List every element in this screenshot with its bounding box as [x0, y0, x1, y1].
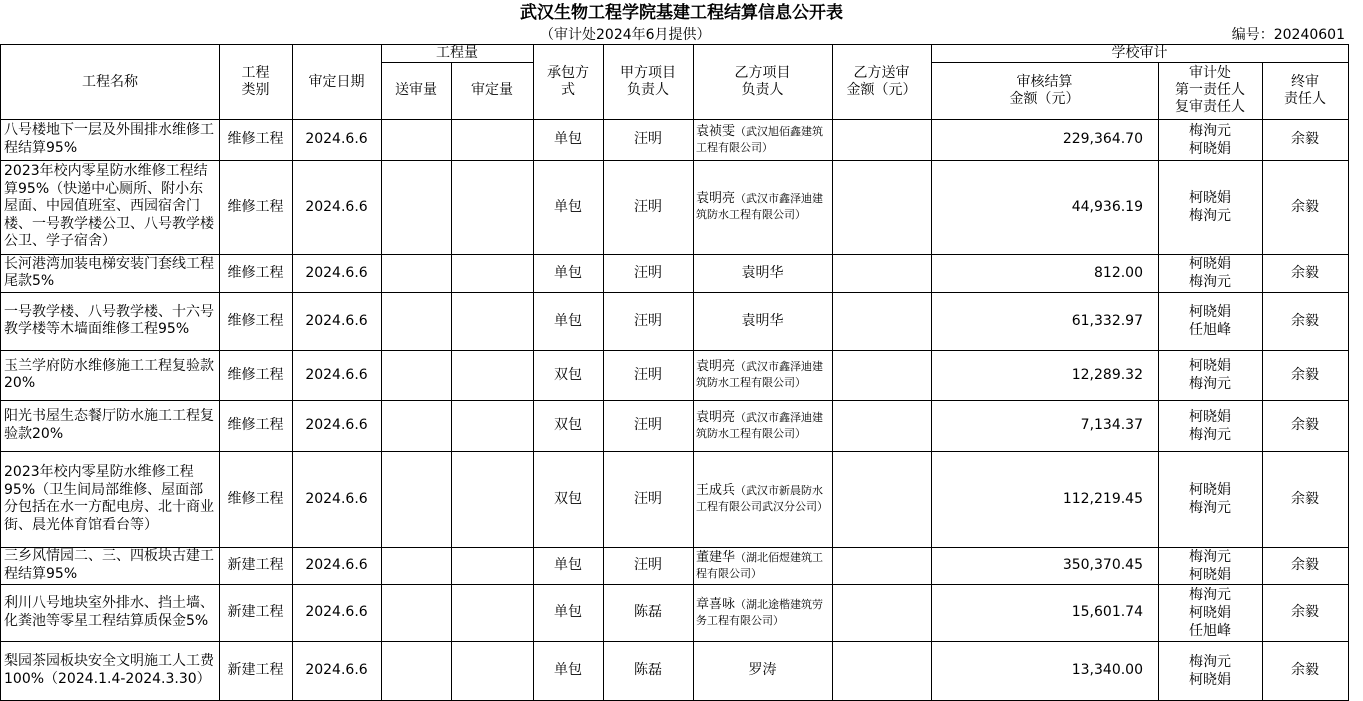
audit-amount: 44,936.19: [1071, 198, 1143, 215]
final-reviewer: 余毅: [1291, 366, 1319, 383]
date-cell: [292, 451, 382, 548]
party-b-cell: [693, 641, 833, 701]
approval-date: 2024.6.6: [305, 198, 368, 215]
party-b-lead: 袁明亮: [696, 191, 736, 206]
header-final-reviewer: [1262, 62, 1349, 120]
party-b-amount-cell: [832, 254, 932, 293]
category-cell: [219, 451, 293, 548]
approved-qty-cell: [451, 400, 534, 452]
auditors-cell: [1158, 641, 1263, 701]
approved-qty-cell: [451, 451, 534, 548]
party-b-company: （湖北佰煜建筑工程有限公司）: [696, 550, 824, 580]
party-b-cell: [693, 350, 833, 401]
approved-qty-cell: [451, 160, 534, 255]
party-b-lead: 罗涛: [748, 662, 777, 678]
party-a-cell: [603, 641, 694, 701]
final-reviewer: 余毅: [1291, 490, 1319, 507]
category-cell: [219, 350, 293, 401]
final-reviewer-cell: [1262, 119, 1349, 161]
party-b-amount-cell: [832, 400, 932, 452]
contract-mode: 双包: [554, 490, 582, 507]
final-reviewer: 余毅: [1291, 604, 1319, 620]
party-b-amount-cell: [832, 641, 932, 701]
party-a-lead: 汪明: [634, 312, 662, 329]
approval-date: 2024.6.6: [305, 490, 368, 507]
party-b-lead: 董建华: [696, 549, 736, 565]
project-name: 阳光书屋生态餐厅防水施工工程复验款20%: [4, 408, 214, 442]
audit-reviewers: 柯晓娟 梅洵元: [1189, 190, 1231, 224]
project-name: 玉兰学府防水维修施工工程复验款20%: [4, 357, 214, 391]
project-category: 维修工程: [227, 198, 284, 215]
header-audit-amount: [931, 62, 1159, 120]
submitted-qty-cell: [381, 160, 452, 255]
approval-date: 2024.6.6: [305, 604, 368, 620]
project-category: 维修工程: [227, 131, 284, 147]
party-b-text: [696, 483, 829, 515]
approval-date: 2024.6.6: [305, 662, 368, 678]
auditors-cell: [1158, 160, 1263, 255]
project-name: 梨园茶园板块安全文明施工人工费100%（2024.1.4-2024.3.30）: [4, 653, 214, 687]
doc-number: 编号：20240601: [1231, 27, 1345, 43]
project-name-cell: [0, 292, 220, 351]
contract-mode: 单包: [554, 198, 582, 215]
submitted-qty-cell: [381, 292, 452, 351]
audit-amount: 15,601.74: [1071, 604, 1143, 620]
project-name: 2023年校内零星防水维修工程结算95%（快递中心厕所、附小东屋面、中园值班室、西园宿舍门楼、一号教学楼公卫、八号教学楼公卫、学子宿舍）: [4, 163, 214, 250]
auditors-cell: [1158, 547, 1263, 585]
header-date: [292, 44, 382, 120]
approval-date: 2024.6.6: [305, 312, 368, 329]
party-a-cell: [603, 160, 694, 255]
final-reviewer-cell: [1262, 584, 1349, 642]
audit-amount: 7,134.37: [1080, 417, 1143, 433]
approved-qty-cell: [451, 119, 534, 161]
party-a-cell: [603, 254, 694, 293]
header-approved-qty: [451, 62, 534, 120]
subtitle: （审计处2024年6月提供）: [540, 27, 711, 43]
contract-mode-cell: [533, 292, 604, 351]
audit-amount: 812.00: [1094, 264, 1143, 281]
party-b-lead: 袁明亮: [696, 409, 736, 425]
audit-amount-cell: [931, 292, 1159, 351]
date-cell: [292, 119, 382, 161]
final-reviewer-cell: [1262, 641, 1349, 701]
approved-qty-cell: [451, 547, 534, 585]
project-name: 长河港湾加装电梯安装门套线工程尾款5%: [4, 255, 214, 289]
auditors-cell: [1158, 584, 1263, 642]
category-cell: [219, 160, 293, 255]
project-category: 维修工程: [227, 417, 284, 433]
project-name-cell: [0, 641, 220, 701]
contract-mode-cell: [533, 584, 604, 642]
auditors-cell: [1158, 254, 1263, 293]
project-name: 八号楼地下一层及外围排水维修工程结算95%: [4, 122, 214, 156]
category-cell: [219, 547, 293, 585]
party-b-company: （武汉市鑫泽迪建筑防水工程有限公司）: [696, 192, 824, 221]
submitted-qty-cell: [381, 119, 452, 161]
project-category: 维修工程: [227, 490, 284, 507]
approval-date: 2024.6.6: [305, 366, 368, 383]
final-reviewer-cell: [1262, 350, 1349, 401]
party-a-lead: 汪明: [634, 366, 662, 383]
contract-mode: 单包: [554, 131, 582, 147]
header-final-reviewer-text: 终审 责任人: [1284, 73, 1326, 107]
project-name-cell: [0, 584, 220, 642]
header-name-text: 工程名称: [82, 73, 138, 90]
party-b-text: [696, 410, 829, 442]
party-b-amount-cell: [832, 584, 932, 642]
header-quantity: [381, 44, 534, 63]
party-b-amount-cell: [832, 160, 932, 255]
audit-amount-cell: [931, 584, 1159, 642]
party-b-company: （武汉市新晨防水工程有限公司武汉分公司）: [696, 484, 828, 513]
project-category: 维修工程: [227, 264, 284, 281]
project-name: 利川八号地块室外排水、挡土墙、化粪池等零星工程结算质保金5%: [4, 595, 214, 629]
project-category: 新建工程: [227, 557, 284, 573]
contract-mode: 单包: [554, 264, 582, 281]
category-cell: [219, 119, 293, 161]
party-b-cell: [693, 547, 833, 585]
contract-mode-cell: [533, 160, 604, 255]
project-name-cell: [0, 451, 220, 548]
party-a-cell: [603, 292, 694, 351]
contract-mode-cell: [533, 641, 604, 701]
party-b-text: [696, 124, 829, 156]
party-a-lead: 汪明: [634, 198, 662, 215]
category-cell: [219, 584, 293, 642]
approval-date: 2024.6.6: [305, 131, 368, 147]
final-reviewer: 余毅: [1291, 131, 1319, 147]
submitted-qty-cell: [381, 451, 452, 548]
party-b-lead: 袁明亮: [696, 359, 736, 374]
party-a-lead: 汪明: [634, 557, 662, 573]
party-a-lead: 汪明: [634, 131, 662, 147]
final-reviewer: 余毅: [1291, 417, 1319, 433]
audit-amount-cell: [931, 254, 1159, 293]
party-b-cell: [693, 254, 833, 293]
party-a-cell: [603, 350, 694, 401]
project-name: 一号教学楼、八号教学楼、十六号教学楼等木墙面维修工程95%: [4, 303, 214, 337]
header-category: [219, 44, 293, 120]
header-party-b-amount: [832, 44, 932, 120]
page-title: 武汉生物工程学院基建工程结算信息公开表: [520, 3, 843, 23]
header-party-b-text: 乙方项目 负责人: [734, 65, 791, 98]
header-party-b-amount-text: 乙方送审 金额（元）: [846, 65, 917, 98]
approval-date: 2024.6.6: [305, 557, 368, 573]
audit-reviewers: 柯晓娟 梅洵元: [1189, 358, 1231, 392]
project-name-cell: [0, 119, 220, 161]
audit-amount: 350,370.45: [1062, 557, 1143, 573]
party-b-company: （武汉旭佰鑫建筑工程有限公司）: [696, 124, 824, 154]
audit-amount-cell: [931, 350, 1159, 401]
header-contract-mode: [533, 44, 604, 120]
header-name: [0, 44, 220, 120]
audit-amount: 112,219.45: [1062, 490, 1143, 507]
audit-amount: 12,289.32: [1071, 366, 1143, 383]
party-b-cell: [693, 584, 833, 642]
project-name-cell: [0, 254, 220, 293]
header-submitted-qty-text: 送审量: [395, 82, 437, 98]
submitted-qty-cell: [381, 350, 452, 401]
auditors-cell: [1158, 451, 1263, 548]
party-b-company: （湖北途楷建筑劳务工程有限公司）: [696, 597, 824, 627]
contract-mode: 单包: [554, 312, 582, 329]
contract-mode: 双包: [554, 417, 582, 433]
project-name-cell: [0, 350, 220, 401]
contract-mode-cell: [533, 119, 604, 161]
approved-qty-cell: [451, 641, 534, 701]
audit-amount-cell: [931, 160, 1159, 255]
auditors-cell: [1158, 292, 1263, 351]
party-a-lead: 汪明: [634, 490, 662, 507]
audit-reviewers: 柯晓娟 任旭峰: [1189, 304, 1231, 338]
date-cell: [292, 641, 382, 701]
submitted-qty-cell: [381, 400, 452, 452]
party-b-lead: 袁明华: [741, 264, 784, 281]
header-party-a: [603, 44, 694, 120]
party-a-lead: 汪明: [634, 417, 662, 433]
category-cell: [219, 400, 293, 452]
submitted-qty-cell: [381, 254, 452, 293]
party-b-company: （武汉市鑫泽迪建筑防水工程有限公司）: [696, 360, 824, 389]
audit-amount: 61,332.97: [1071, 312, 1143, 329]
audit-reviewers: 柯晓娟 梅洵元: [1189, 482, 1231, 516]
project-category: 维修工程: [227, 366, 284, 383]
final-reviewer-cell: [1262, 547, 1349, 585]
party-b-cell: [693, 451, 833, 548]
party-a-cell: [603, 119, 694, 161]
project-name: 三乡风情园二、三、四板块古建工程结算95%: [4, 548, 214, 582]
party-b-cell: [693, 160, 833, 255]
audit-amount-cell: [931, 400, 1159, 452]
project-name-cell: [0, 400, 220, 452]
contract-mode-cell: [533, 547, 604, 585]
party-b-cell: [693, 119, 833, 161]
party-b-text: [696, 359, 829, 391]
audit-reviewers: 柯晓娟 梅洵元: [1189, 408, 1231, 443]
header-school-audit: [931, 44, 1349, 63]
audit-reviewers: 梅洵元 柯晓娟: [1189, 122, 1231, 157]
party-b-amount-cell: [832, 350, 932, 401]
date-cell: [292, 160, 382, 255]
date-cell: [292, 292, 382, 351]
contract-mode: 单包: [554, 604, 582, 620]
header-date-text: 审定日期: [308, 73, 365, 90]
project-category: 维修工程: [227, 312, 284, 329]
party-b-text: [749, 662, 777, 679]
party-b-lead: 袁明华: [741, 312, 784, 329]
party-a-lead: 陈磊: [634, 604, 662, 620]
party-b-amount-cell: [832, 547, 932, 585]
audit-amount-cell: [931, 119, 1159, 161]
project-name-cell: [0, 160, 220, 255]
party-b-amount-cell: [832, 451, 932, 548]
party-b-text: [696, 550, 829, 582]
submitted-qty-cell: [381, 584, 452, 642]
approved-qty-cell: [451, 584, 534, 642]
party-b-text: [696, 191, 829, 223]
contract-mode: 双包: [554, 366, 582, 383]
header-party-a-text: 甲方项目 负责人: [620, 65, 676, 98]
header-audit-reviewer-text: 审计处 第一责任人 复审责任人: [1175, 65, 1245, 115]
final-reviewer: 余毅: [1291, 198, 1319, 215]
approved-qty-cell: [451, 350, 534, 401]
auditors-cell: [1158, 400, 1263, 452]
header-contract-mode-text: 承包方 式: [547, 65, 589, 98]
audit-reviewers: 柯晓娟 梅洵元: [1189, 256, 1231, 290]
header-category-text: 工程 类别: [241, 65, 270, 98]
party-b-company: （武汉市鑫泽迪建筑防水工程有限公司）: [696, 410, 824, 440]
final-reviewer: 余毅: [1291, 557, 1319, 573]
contract-mode: 单包: [554, 662, 582, 678]
approved-qty-cell: [451, 254, 534, 293]
party-a-lead: 陈磊: [634, 662, 662, 678]
audit-amount: 13,340.00: [1071, 662, 1143, 678]
project-name: 2023年校内零星防水维修工程95%（卫生间局部维修、屋面部分包括在水一方配电房、北十商业街、晨光体育馆看台等）: [4, 464, 214, 533]
auditors-cell: [1158, 119, 1263, 161]
party-a-cell: [603, 451, 694, 548]
final-reviewer: 余毅: [1291, 312, 1319, 329]
final-reviewer-cell: [1262, 400, 1349, 452]
contract-mode-cell: [533, 350, 604, 401]
audit-reviewers: 梅洵元 柯晓娟: [1189, 653, 1231, 688]
project-category: 新建工程: [227, 662, 284, 678]
header-submitted-qty: [381, 62, 452, 120]
audit-reviewers: 梅洵元 柯晓娟 任旭峰: [1189, 586, 1231, 639]
party-b-cell: [693, 292, 833, 351]
final-reviewer: 余毅: [1291, 264, 1319, 281]
party-b-text: [742, 313, 784, 330]
contract-mode-cell: [533, 451, 604, 548]
date-cell: [292, 547, 382, 585]
approval-date: 2024.6.6: [305, 264, 368, 281]
contract-mode: 单包: [554, 557, 582, 573]
party-a-lead: 汪明: [634, 264, 662, 281]
party-a-cell: [603, 547, 694, 585]
party-b-cell: [693, 400, 833, 452]
party-b-lead: 章喜咏: [696, 596, 736, 612]
party-b-lead: 袁祯雯: [696, 123, 736, 139]
approved-qty-cell: [451, 292, 534, 351]
header-party-b: [693, 44, 833, 120]
header-audit-reviewer: [1158, 62, 1263, 120]
approval-date: 2024.6.6: [305, 417, 368, 433]
header-audit-amount-text: 审核结算 金额（元）: [1009, 73, 1080, 107]
party-a-cell: [603, 584, 694, 642]
party-b-text: [696, 597, 829, 629]
contract-mode-cell: [533, 400, 604, 452]
final-reviewer-cell: [1262, 254, 1349, 293]
header-quantity-text: 工程量: [436, 45, 478, 61]
final-reviewer-cell: [1262, 451, 1349, 548]
party-b-amount-cell: [832, 119, 932, 161]
header-approved-qty-text: 审定量: [471, 82, 513, 98]
party-a-cell: [603, 400, 694, 452]
party-b-text: [742, 265, 784, 282]
audit-amount-cell: [931, 641, 1159, 701]
contract-mode-cell: [533, 254, 604, 293]
audit-amount-cell: [931, 451, 1159, 548]
category-cell: [219, 292, 293, 351]
date-cell: [292, 254, 382, 293]
date-cell: [292, 584, 382, 642]
party-b-lead: 王成兵: [696, 483, 736, 498]
audit-reviewers: 梅洵元 柯晓娟: [1189, 548, 1231, 583]
submitted-qty-cell: [381, 641, 452, 701]
header-school-audit-text: 学校审计: [1111, 45, 1168, 61]
submitted-qty-cell: [381, 547, 452, 585]
auditors-cell: [1158, 350, 1263, 401]
project-name-cell: [0, 547, 220, 585]
date-cell: [292, 350, 382, 401]
final-reviewer-cell: [1262, 292, 1349, 351]
final-reviewer: 余毅: [1291, 662, 1319, 678]
category-cell: [219, 641, 293, 701]
final-reviewer-cell: [1262, 160, 1349, 255]
audit-amount-cell: [931, 547, 1159, 585]
party-b-amount-cell: [832, 292, 932, 351]
project-category: 新建工程: [227, 604, 284, 620]
audit-amount: 229,364.70: [1062, 131, 1143, 147]
date-cell: [292, 400, 382, 452]
category-cell: [219, 254, 293, 293]
